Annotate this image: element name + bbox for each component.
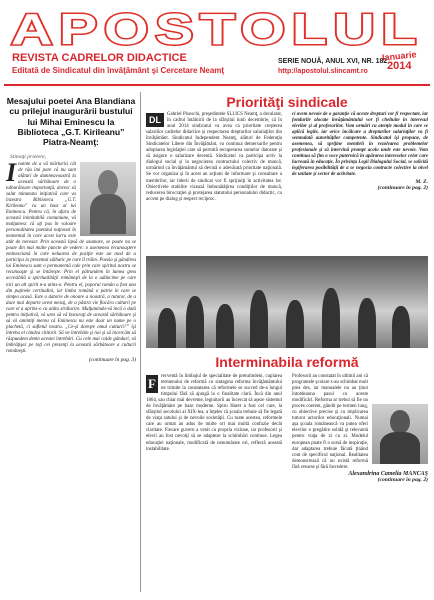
- left-article-salutation: Stimaţi prieteni,: [10, 153, 47, 160]
- issue-date: [381, 49, 417, 72]
- issue-number: SERIE NOUĂ, ANUL XVI, NR. 182: [278, 58, 388, 65]
- union-priorities-col1: [146, 112, 282, 203]
- union-priorities-dropcap: DL: [146, 113, 164, 127]
- left-article-text: nainte de a vă mărturisi cât de rău îmi pare că nu sunt alături de dumneavoastră la această sărbătoare de o tulburătoare importanţă, doresc să salut minunata iniţiativă care va înzestra Biblioteca „G.T. Kirileanu” cu un bust al lui Eminescu. Pentru că, în afara de această inimitabilă comuniune, vă mulţumesc că aţi pus în valoare personalitatea poetului naţional în momentul în care acest lucru este atât de necesar. Prin această lipsă de asumare, se poate nu se poate din mai multe puncte de vedere: o asemenea recunoaştere eminesciană în care neluarea de poziţie este un mod de a participa la prezentul sălbatic pe care îl trăim. Poezia şi gândirea lui Eminescu sunt o permanentă cale prin care spiritul nostru se recunoaşte şi se întăreşte. Prin el pătrundem în lumea greu accesibilă a spiritualităţii româneşti de la o adâncime pe care nici un alt spirit n-a atins-o. Pentru el, poporul român a fost una din puţinele certitudini, iar limba română o patrie în care se simţea acasă. Este o datorie de onoare a noastră, a tuturor, de a duce mai departe acest mesaj, de a păstra vie flacăra culturii pe care el a aprins-o cu atâta strălucire. Mulţumindu-vă încă o dată pentru iniţiativă, vă urez să vă bucuraţi de această sărbătoare şi să vă amintiţi mereu că Eminescu nu este doar un nume pe o plachetă, ci sufletul nostru. „Ce-şi doreşte omul culturii?” îşi întreba el cândva cititorii. Să ne întrebăm şi noi şi să încercăm să răspundem demn acestei întrebări. Cu cele mai calde gânduri, vă îmbrăţişez pe toţi cei prezenţi la această sărbătoare a culturii româneşti.: [6, 161, 136, 355]
- left-article-body: [6, 157, 136, 356]
- reform-continuation: (continuare în pag. 2): [377, 476, 428, 483]
- union-priorities-title: Priorităţi sindicale: [226, 94, 348, 110]
- masthead: [6, 4, 428, 90]
- union-priorities-text2: ci avem nevoie de o garanţie că aceste drepturi vor fi respectate, iar fondurile alocate învăţământului vor fi cheltuite în interesul elevilor şi al profesorilor. Vom urmări cu atenţie modul în care se aplică legile, iar orice încălcare a drepturilor salariaţilor va fi semnalată autorităţilor competente. Sindicatul îşi propune, de asemenea, să sprijine membrii în rezolvarea problemelor profesionale şi să intervină prompt acolo unde este nevoie. Vom continua să fim o voce puternică în apărarea intereselor celor care lucrează în educaţie. În privinţa Legii Dialogului Social, se solicită legiferarea posibilităţii de a se negocia contracte colective la nivel de unitate şi sector de activitate.: [292, 112, 428, 178]
- reform-article: [146, 374, 428, 586]
- left-column-article: [6, 92, 136, 592]
- author-photo: [372, 404, 428, 464]
- left-article-title: Mesajului poetei Ana Blandiana cu prilejul inaugurării bustului lui Mihai Eminescu la Biblioteca „G.T. Kirileanu” Piatra-Neamţ:: [6, 96, 136, 148]
- union-priorities-col2: [292, 112, 428, 191]
- union-priorities-continuation: (continuare în pag. 2): [377, 184, 428, 191]
- reform-author: Alexandrina Camelia MANCAŞ: [348, 470, 428, 477]
- magazine-logo: [6, 4, 428, 48]
- reform-col2: [292, 374, 428, 483]
- union-priorities-article: [146, 112, 428, 252]
- magazine-subtitle: REVISTA CADRELOR DIDACTICE: [12, 52, 187, 64]
- eminescu-bust-photo: [80, 162, 136, 236]
- magazine-title: APOSTOLUL: [11, 5, 423, 48]
- reform-dropcap: F: [146, 375, 158, 393]
- reform-text1: recventă în limbajul de specialitate de pretutindeni, cuplarea termenului de reformă cu sintagma reforma învăţământului ne trimite la constatarea că reformele se succed de-a lungul timpului fără să ajungă la o finalitate clară. Încă din anul 1864, sau chiar mai devreme, legiuitorii au încercat să aşeze sistemul de învăţământ pe baze moderne. Spiru Haret a fost cel care, la sfârşitul secolului al XIX-lea, a înţeles că şcoala trebuie să fie legată de viaţa satului şi de nevoile societăţii. Cu toate acestea, reformele care au urmat au adus de multe ori mai multă confuzie decât claritate. Fiecare guvern a venit cu propria viziune, iar profesorii şi elevii au fost nevoiţi să se adapteze la schimbări continue. Legea educaţiei naţionale, modificată de nenumărate ori, reflectă această instabilitate.: [146, 374, 282, 452]
- left-article-continuation: (continuare în pag. 3): [88, 357, 136, 364]
- right-column: [146, 92, 428, 592]
- column-divider: [140, 92, 141, 592]
- issue-month: Ianuarie: [381, 49, 417, 63]
- reform-col1: [146, 374, 282, 453]
- reform-text2: Profesorii au constatat în ultimii ani că programele şcolare s-au schimbat mult prea des, iar manualele nu au ţinut întotdeauna pasul cu aceste modificări. Reforma ar trebui să fie un proces coerent, gândit pe termen lung, cu obiective precise şi cu implicarea tuturor actorilor educaţionali. Numai aşa şcoala românească va putea oferi elevilor o pregătire solidă şi relevantă pentru viaţa de zi cu zi. Modelul european poate fi o sursă de inspiraţie, dar adaptarea trebuie făcută ţinând cont de specificul naţional. Realitatea demonstrează că nu există reformă fără resurse şi fără încredere.: [292, 374, 368, 470]
- publisher-line: Editată de Sindicatul din învăţământ şi Cercetare Neamţ: [12, 66, 225, 75]
- reform-title: Interminabila reformă: [215, 354, 359, 370]
- union-priorities-text1: Gabriel Pisoschi, preşedintele SLI.ICS Neamţ, a decalarat, în cadrul întâlnirii de la sfârşitul lunii decembrie, că în anul 2014 sindicatul va avea ca prioritate creşterea salariilor cadrelor didactice şi respectarea drepturilor salariaţilor din învăţământ. Sindicatul Independent Neamţ, alături de Federaţia Sindicatelor Libere din Învăţământ, va continua demersurile pentru adoptarea legislaţiei care să permită recuperarea sumelor datorate şi să asigure o salarizare decentă. Sindicatul va participa activ la dialogul social şi la negocierea contractului colectiv de muncă, urmărind ca învăţământul să devină o adevărată prioritate naţională. Se vor organiza şi în acest an acţiuni de informare şi consultare a membrilor, iar liderii de sindicat vor fi sprijiniţi în activitatea lor. Obiectivele stabilite vizează îmbunătăţirea condiţiilor de muncă, reducerea birocraţiei şi protejarea statutului personalului didactic, cu accent pe dialog şi respect reciproc.: [146, 112, 282, 202]
- event-photo: [146, 256, 428, 348]
- masthead-divider: [4, 84, 430, 86]
- website-link[interactable]: http://apostolul.slincamt.ro: [278, 68, 368, 75]
- left-article-dropcap: I: [6, 157, 17, 187]
- issue-year: 2014: [387, 60, 412, 72]
- union-priorities-signature: M. Z.: [415, 178, 428, 185]
